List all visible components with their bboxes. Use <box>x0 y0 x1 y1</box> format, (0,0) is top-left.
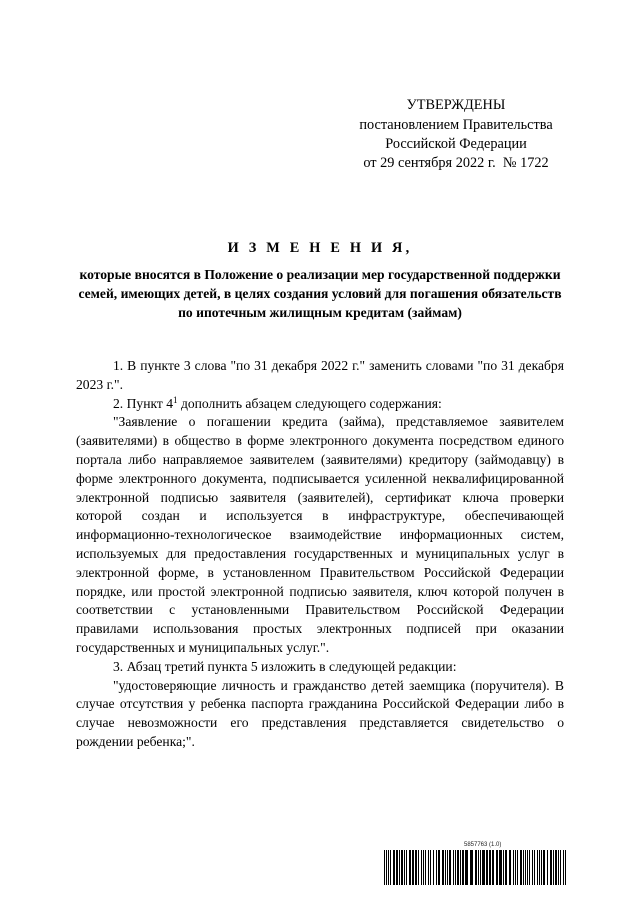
approval-date: от 29 сентября 2022 г. № 1722 <box>363 155 549 171</box>
paragraph: 1. В пункте 3 слова "по 31 декабря 2022 г." заменить словами "по 31 декабря 2023 г.". <box>76 358 564 392</box>
paragraph: "Заявление о погашении кредита (займа), представляемое заявителем (заявителями) в общество в форме электронного документа посредством единого портала либо направляемое заявителем (заявителями) кредитору (займодавцу) в форме электронного документа, подписывается усиленной неквалифицированной электронной подписью заявителя (заявителей), сертификат ключа проверки которой создан и используется в инфраструктуре, обеспечивающей информационно-технологическое взаимодействие информационных систем, используемых для предоставления государственных и муниципальных услуг в электронной форме, в установленном Правительством Российской Федерации порядке, или простой электронной подписью заявителя, ключ которой получен в соответствии с установленными Правительством Российской Федерации правилами использования простых электронных подписей при оказании государственных и муниципальных услуг.". <box>76 414 564 655</box>
approval-block <box>340 96 572 173</box>
document-id: 5857763 (1.0) <box>464 842 502 848</box>
approval-line: Российской Федерации <box>385 136 527 152</box>
approval-line: постановлением Правительства <box>359 117 553 133</box>
paragraph: 3. Абзац третий пункта 5 изложить в следующей редакции: <box>113 658 457 674</box>
superscript: 1 <box>173 394 178 405</box>
barcode-image <box>383 850 569 885</box>
paragraph: "удостоверяющие личность и гражданство детей заемщика (поручителя). В случае отсутствия у ребенка паспорта гражданина Российской Федерации либо в случае невозможности его представления представляется свидетельство о рождении ребенка;". <box>76 677 564 749</box>
paragraph-text: 2. Пункт 4 <box>113 395 174 411</box>
approval-heading: УТВЕРЖДЕНЫ <box>406 97 506 113</box>
document-subtitle: которые вносятся в Положение о реализации мер государственной поддержки семей, имеющих детей, в целях создания условий для погашения обязательств по ипотечным жилищным кредитам (займам) <box>78 267 562 320</box>
paragraph-text: дополнить абзацем следующего содержания: <box>177 395 442 411</box>
paragraph <box>76 395 564 414</box>
document-body <box>76 357 564 752</box>
document-title: И З М Е Н Е Н И Я, <box>227 240 413 256</box>
